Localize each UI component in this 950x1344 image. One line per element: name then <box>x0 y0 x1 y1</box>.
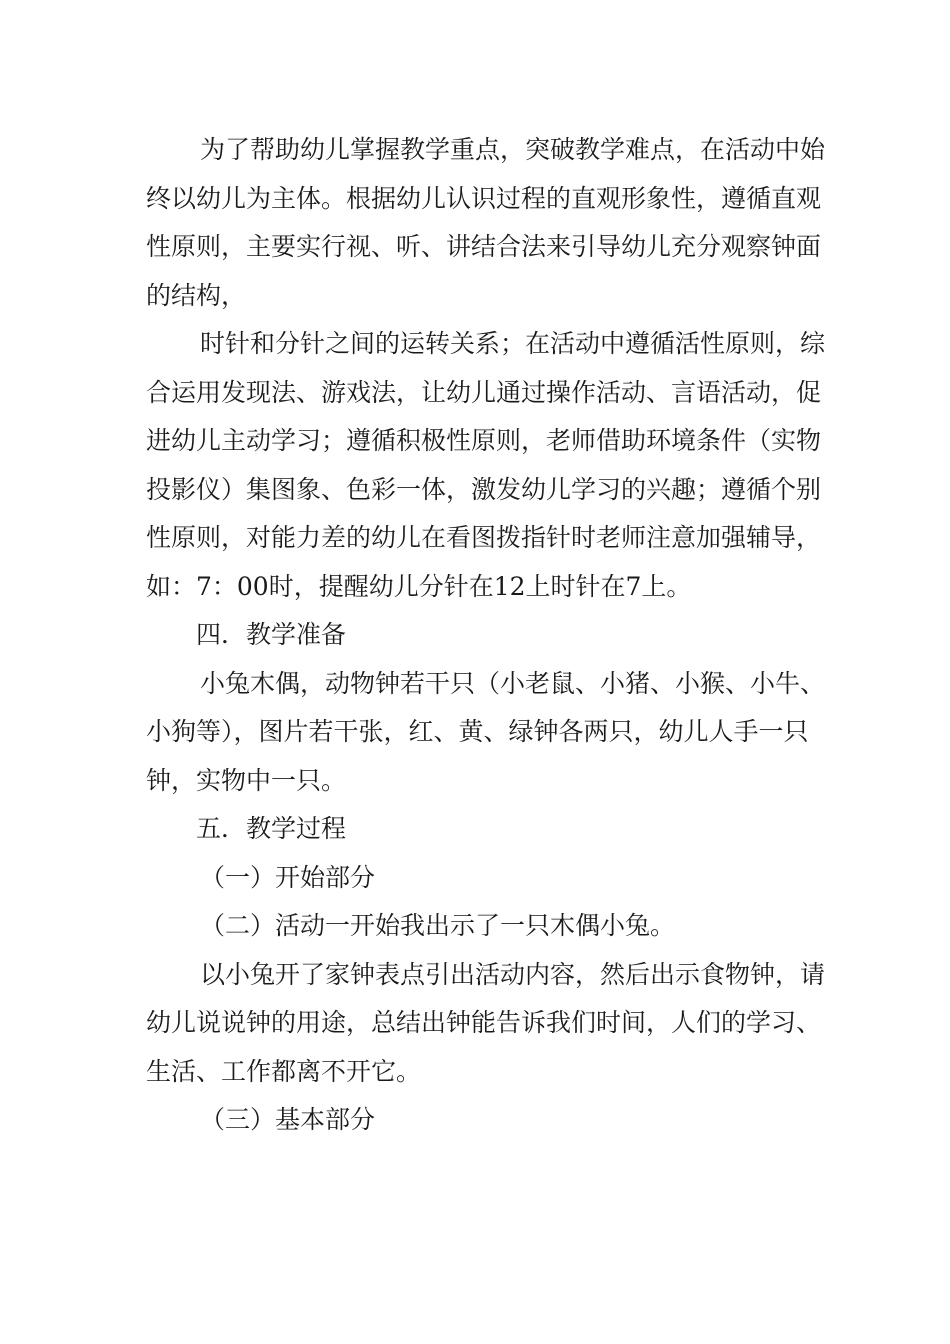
subsection-basic-part: （三）基本部分 <box>200 1105 376 1134</box>
paragraph-teaching-principles: 时针和分针之间的运转关系；在活动中遵循活性原则，综合运用发现法、游戏法，让幼儿通过操作活动、言语活动，促进幼儿主动学习；遵循积极性原则，老师借助环境条件（实物投影仪）集图象、色彩一体，激发幼儿学习的兴趣；遵循个别性原则，对能力差的幼儿在看图拨指针时老师注意加强辅导，如：7：00时，提醒幼儿分针在12上时针在7上。 <box>146 329 826 601</box>
paragraph-teaching-method: 为了帮助幼儿掌握教学重点，突破教学难点，在活动中始终以幼儿为主体。根据幼儿认识过程的直观形象性，遵循直观性原则，主要实行视、听、讲结合法来引导幼儿充分观察钟面的结构， <box>146 135 826 310</box>
section-heading-preparation: 四．教学准备 <box>196 620 347 649</box>
document-body <box>146 126 826 1145</box>
paragraph-activity-content: 以小兔开了家钟表点引出活动内容，然后出示食物钟，请幼儿说说钟的用途，总结出钟能告诉我们时间，人们的学习、生活、工作都离不开它。 <box>146 959 826 1086</box>
subsection-opening: （一）开始部分 <box>200 862 376 892</box>
paragraph-preparation-materials: 小兔木偶，动物钟若干只（小老鼠、小猪、小猴、小牛、小狗等），图片若干张，红、黄、绿钟各两只，幼儿人手一只钟，实物中一只。 <box>146 668 826 795</box>
subsection-activity-start: （二）活动一开始我出示了一只木偶小兔。 <box>200 911 676 940</box>
section-heading-process: 五．教学过程 <box>196 814 347 843</box>
